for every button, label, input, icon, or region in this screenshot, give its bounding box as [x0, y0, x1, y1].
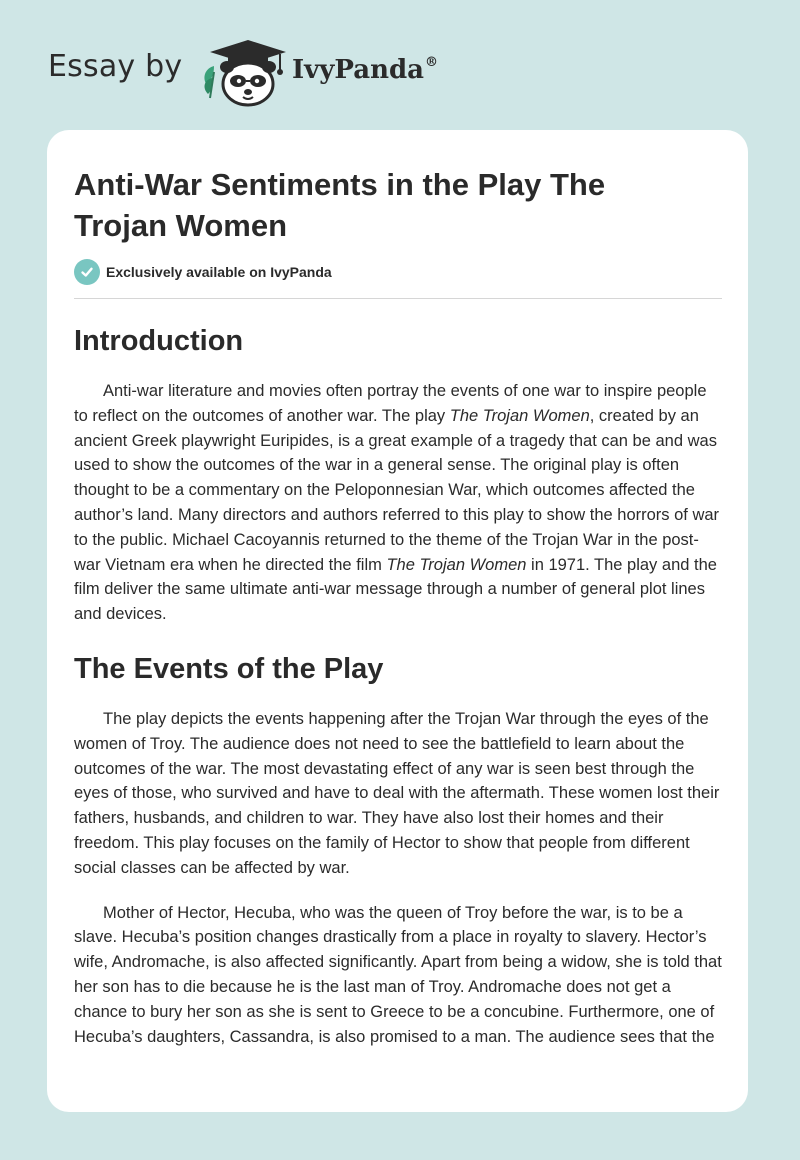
play-title: The Trojan Women: [449, 406, 590, 425]
divider: [74, 298, 722, 299]
panda-graduate-logo-icon[interactable]: [200, 36, 295, 108]
registered-mark: ®: [425, 55, 439, 70]
paragraph-text: in 1971. The play and the film deliver the same ultimate anti-war message through a number of general plot lines and devices.: [74, 555, 717, 624]
brand-label: IvyPanda: [292, 55, 425, 85]
paragraph: [74, 379, 722, 627]
exclusive-badge: [74, 259, 722, 285]
paragraph-text: Anti-war literature and movies often portray the events of one war to inspire people to reflect on the outcomes of another war. The play: [74, 382, 707, 425]
section-heading: The Events of the Play: [74, 652, 384, 685]
essay-title: Anti-War Sentiments in the Play The Trojan Women: [74, 167, 606, 243]
section-heading: Introduction: [74, 325, 244, 357]
film-title: The Trojan Women: [386, 555, 527, 574]
essay-card: [47, 130, 748, 1112]
paragraph-text: , created by an ancient Greek playwright Euripides, is a great example of a tragedy that can be and was used to show the outcomes of the war in a general sense. The original play is often thought to be a commentary on the Peloponnesian War, which outcomes affected the author’s land. Many directors and authors referred to this play to show the horrors of war to the public. Michael Cacoyannis returned to the theme of the Trojan War in the post-war Vietnam era when he directed the film: [74, 406, 720, 574]
exclusive-badge-label: Exclusively available on IvyPanda: [106, 264, 332, 280]
paragraph: Mother of Hector, Hecuba, who was the queen of Troy before the war, is to be a slave. Hecuba’s position changes drastically from a place in royalty to slavery. Hector’s wife, Andromache, is also affected significantly. Apart from being a widow, she is told that her son has to die because he is the last man of Troy. Andromache does not get a chance to bury her son as she is sent to Greece to be a concubine. Furthermore, one of Hecuba’s daughters, Cassandra, is also promised to a man. The audience sees that the: [74, 903, 722, 1046]
essay-by-label: Essay by: [48, 49, 183, 84]
brand-name[interactable]: [292, 55, 438, 85]
site-header: [0, 0, 800, 130]
check-circle-icon: [74, 259, 100, 285]
paragraph: The play depicts the events happening after the Trojan War through the eyes of the women of Troy. The audience does not need to see the battlefield to learn about the outcomes of the war. The most devastating effect of any war is seen best through the eyes of those, who survived and have to deal with the aftermath. These women lost their fathers, husbands, and children to war. They have also lost their homes and their freedom. This play focuses on the family of Hector to show that people from different social classes can be affected by war.: [74, 709, 720, 877]
